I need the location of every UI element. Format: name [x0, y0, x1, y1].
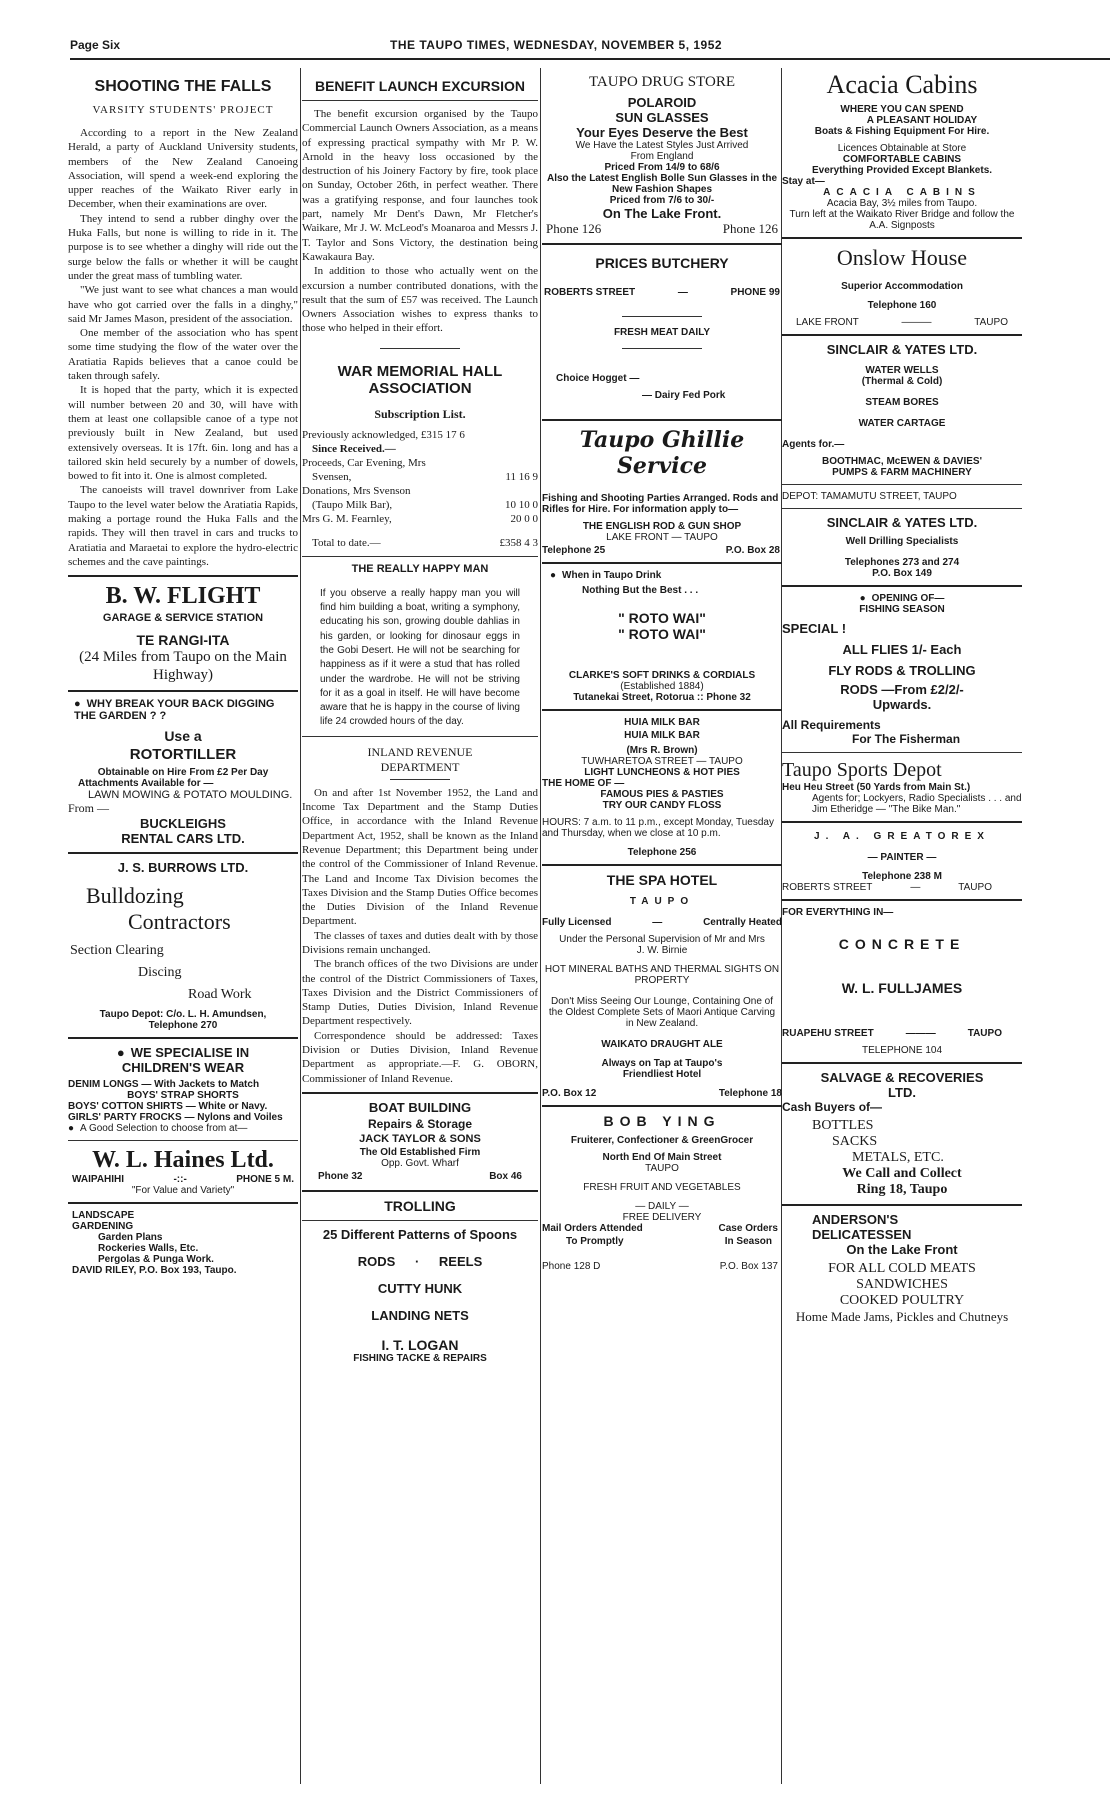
- ad-line: Use a: [164, 728, 202, 745]
- ghillie-service-ad: [542, 427, 782, 556]
- ad-line: — PAINTER —: [867, 852, 937, 863]
- article-title: DEPARTMENT: [380, 759, 460, 774]
- ad-phone: TELEPHONE 104: [861, 1045, 943, 1056]
- ad-line: BOOTHMAC, McEWEN & DAVIES': [822, 456, 982, 467]
- ad-line: In Season: [724, 1236, 772, 1247]
- page-header: [70, 36, 1110, 60]
- ad-line: Attachments Available for —: [78, 778, 214, 790]
- ad-title: J. A. GREATOREX: [814, 831, 990, 842]
- bob-ying-ad: [542, 1113, 782, 1272]
- ad-line: Nothing But the Best . . .: [582, 585, 699, 596]
- happy-man-article: [302, 563, 538, 730]
- ad-line: DAVID RILEY, P.O. Box 193, Taupo.: [72, 1265, 237, 1277]
- ad-line: THE ENGLISH ROD & GUN SHOP: [582, 521, 742, 532]
- ad-line: HOT MINERAL BATHS AND THERMAL SIGHTS ON PROPERTY: [544, 964, 780, 986]
- paragraph: "We just want to see what chances a man would have who got carried over the falls in a dinghy," said Mr James Mason, president of the association.: [68, 284, 298, 325]
- ad-title: SALVAGE & RECOVERIES: [820, 1070, 984, 1085]
- paragraph: If you observe a really happy man you will find him building a boat, writing a symphony, educating his son, growing double dahlias in his garden, or looking for dinosaur eggs in the Gobi Desert. He will not be searching for happiness as if it were a stud that has rolled under the wardrobe. He will not be striving for it as a goal in itself. He will have become aware that he is happy in the course of living life 24 crowded hours of the day.: [320, 587, 520, 728]
- ad-line: Your Eyes Deserve the Best: [576, 125, 748, 140]
- subscription-row: Proceeds, Car Evening, Mrs: [302, 456, 426, 469]
- ad-line: ROBERTS STREET: [782, 882, 873, 893]
- ad-title: J. S. BURROWS LTD.: [117, 860, 249, 876]
- ad-line: FOR EVERYTHING IN—: [782, 907, 894, 918]
- ad-box: P.O. Box 12: [542, 1088, 597, 1099]
- ad-line: Also the Latest English Bolle Sun Glasses in the New Fashion Shapes: [546, 173, 778, 195]
- ad-line: POLAROID: [627, 95, 697, 110]
- ad-line: TAUPO: [629, 896, 695, 907]
- ad-line: LAKE FRONT: [796, 317, 859, 328]
- ad-line: Always on Tap at Taupo's Friendliest Hotel: [601, 1058, 723, 1080]
- ad-line: LIGHT LUNCHEONS & HOT PIES: [584, 767, 740, 778]
- ad-line: SUN GLASSES: [615, 110, 709, 125]
- ad-title: TAUPO DRUG STORE: [588, 74, 736, 90]
- ad-name: I. T. LOGAN: [381, 1336, 459, 1353]
- ad-item: BOYS' STRAP SHORTS: [127, 1090, 239, 1102]
- subscription-row: Since Received.—: [312, 442, 396, 455]
- ad-product: " ROTO WAI": [618, 610, 706, 626]
- subscription-row: Donations, Mrs Svenson: [302, 484, 411, 497]
- ad-title: SINCLAIR & YATES LTD.: [826, 342, 978, 357]
- ad-title: Acacia Cabins: [826, 70, 978, 99]
- ad-phone: Telephone 160: [867, 300, 937, 311]
- ad-title: B. W. FLIGHT: [105, 583, 261, 610]
- ad-title: HUIA MILK BAR: [624, 730, 700, 741]
- paragraph: It is hoped that the party, which it is expected will number between 20 and 30, will have with them at least one collapsible canoe of a type not previously built in New Zealand, but used extensively overseas. It is 17ft. 6in. long and has a tailored skin held securely by a number of dowels, bowed to fit into it. One is almost completed.: [68, 384, 298, 483]
- roto-wai-ad: [542, 570, 782, 703]
- ad-heading: ● WE SPECIALISE IN: [68, 1045, 298, 1060]
- ad-line: THE HOME OF —: [542, 778, 625, 789]
- ad-line: Superior Accommodation: [841, 281, 963, 292]
- ad-title: Taupo Ghillie Service: [579, 427, 745, 479]
- ad-phone: Telephone 256: [627, 847, 697, 858]
- ad-line: FLY RODS & TROLLING: [828, 663, 976, 678]
- ad-line: LANDSCAPE: [72, 1210, 135, 1222]
- ad-line: Don't Miss Seeing Our Lounge, Containing One of the Oldest Complete Sets of Maori Antique Carving in New Zealand.: [548, 996, 776, 1029]
- ad-line: Acacia Bay, 3½ miles from Taupo.: [826, 198, 978, 209]
- ad-item: SACKS: [832, 1134, 878, 1149]
- ad-line: We Have the Latest Styles Just Arrived From England: [575, 140, 749, 162]
- greatorex-ad: [782, 831, 1022, 893]
- ad-item: GIRLS' PARTY FROCKS: [68, 1112, 182, 1124]
- ad-line: Agents for.—: [782, 439, 845, 450]
- ad-phone: Telephones 273 and 274: [844, 557, 960, 568]
- ad-company: BUCKLEIGHS: [140, 816, 226, 832]
- ad-line: Opp. Govt. Wharf: [381, 1157, 459, 1169]
- ad-line: Agents for; Lockyers, Radio Specialists . . . and Jim Etheridge — "The Bike Man.": [812, 793, 1022, 815]
- ad-box: Box 46: [489, 1170, 522, 1182]
- ad-line: ALL FLIES 1/- Each: [842, 642, 962, 657]
- ad-line: FISHING TACKE & REPAIRS: [353, 1352, 487, 1364]
- ad-item: METALS, ETC.: [852, 1150, 944, 1165]
- ad-line: TAUPO: [974, 317, 1008, 328]
- subscription-amount: 20 0 0: [510, 512, 538, 525]
- paragraph: According to a report in the New Zealand Herald, a party of Auckland University students, members of the New Zealand Canoeing Association, will spend a week-end exploring the upper reaches of the Waikato River early in December, when their examinations are over.: [68, 127, 298, 211]
- ad-product: ROTORTILLER: [129, 746, 237, 764]
- ad-line: Licences Obtainable at Store: [837, 143, 967, 154]
- ad-line: Garden Plans: [98, 1232, 163, 1244]
- ad-line: Road Work: [188, 987, 252, 1003]
- ad-phone: Phone 126: [546, 221, 602, 236]
- ad-item: LANDING NETS: [371, 1307, 469, 1323]
- ad-box: P.O. Box 28: [725, 545, 780, 556]
- ad-box: P.O. Box 137: [719, 1261, 778, 1272]
- ad-line: WHERE YOU CAN SPEND: [840, 104, 964, 115]
- ad-line: (Thermal & Cold): [861, 376, 943, 387]
- ad-item: BOYS' COTTON SHIRTS: [68, 1101, 183, 1113]
- ad-distance: (24 Miles from Taupo on the Main Highway): [79, 649, 287, 684]
- ad-title: SINCLAIR & YATES LTD.: [826, 515, 978, 530]
- ad-item: ● A Good Selection to choose from at—: [68, 1123, 298, 1134]
- ad-line: Fishing and Shooting Parties Arranged. Rods and Rifles for Hire. For information apply to—: [542, 493, 779, 515]
- ad-line: TAUPO: [645, 1163, 679, 1174]
- ad-item: REELS: [438, 1253, 483, 1269]
- ad-line: ● When in Taupo Drink: [542, 570, 782, 581]
- ad-line: FAMOUS PIES & PASTIES: [600, 789, 724, 800]
- column-rule: [540, 68, 541, 1784]
- page-number: Page Six: [70, 38, 121, 52]
- sports-depot-ad: [782, 593, 1022, 815]
- ad-line: Turn left at the Waikato River Bridge and follow the A.A. Signposts: [789, 209, 1015, 231]
- ad-line: We Call and Collect: [842, 1166, 962, 1181]
- ad-phone: Telephone 238 M: [862, 871, 942, 882]
- ad-question: ● WHY BREAK YOUR BACK DIGGING THE GARDEN ? ?: [68, 698, 298, 722]
- ad-line: SANDWICHES: [856, 1277, 948, 1292]
- ad-heading: CHILDREN'S WEAR: [121, 1060, 245, 1076]
- ad-line: Priced from 7/6 to 30/-: [609, 195, 715, 206]
- ad-line: FRESH FRUIT AND VEGETABLES: [583, 1182, 741, 1193]
- ad-line: Case Orders: [718, 1223, 778, 1234]
- salvage-ad: [782, 1070, 1022, 1198]
- ad-title: ANDERSON'S: [812, 1212, 899, 1227]
- ad-line: Contractors: [128, 909, 231, 935]
- ad-line: DEPOT: TAMAMUTU STREET, TAUPO: [782, 491, 957, 502]
- ad-line: For The Fisherman: [852, 732, 961, 746]
- ad-title: PRICES BUTCHERY: [595, 255, 729, 271]
- ad-line: FRESH MEAT DAILY: [613, 327, 711, 338]
- ad-line: ACACIA CABINS: [823, 187, 981, 198]
- ad-line: Pergolas & Punga Work.: [98, 1254, 214, 1266]
- ad-line: Home Made Jams, Pickles and Chutneys: [795, 1309, 1009, 1324]
- paragraph: Correspondence should be addressed: Taxes Division or Duties Division, Inland Revenue Department as appropriate.—F. G. OBORN, Commissioner of Inland Revenue.: [302, 1029, 538, 1085]
- paragraph: One member of the association who has spent some time studying the flow of the water over the Aratiatia Rapids believes that a canoe could be taken through safely.: [68, 327, 298, 383]
- column-4: [782, 68, 1022, 1788]
- ad-title: BOAT BUILDING: [368, 1099, 472, 1115]
- ad-line: FREE DELIVERY: [622, 1212, 702, 1223]
- acacia-cabins-ad: [782, 70, 1022, 231]
- paragraph: On and after 1st November 1952, the Land and Income Tax Department and the Stamp Duties Office, in accordance with the Inland Revenue Department Act, 1952, shall be known as the Inland Revenue Department; this Department being under the control of the Commissioner of Inland Revenue. The Land and Income Tax Division becomes the Taxes Division and the Stamp Duties Office becomes the Duties Division of the Inland Revenue Department.: [302, 786, 538, 928]
- ad-item: CUTTY HUNK: [377, 1280, 463, 1296]
- ad-line: FOR ALL COLD MEATS: [828, 1261, 976, 1276]
- inland-revenue-article: [302, 745, 538, 1086]
- column-1: [68, 68, 298, 1788]
- ad-line: Taupo Depot: C/o. L. H. Amundsen,: [99, 1009, 267, 1021]
- ad-line: COMFORTABLE CABINS: [842, 154, 962, 165]
- separator: —: [910, 882, 921, 893]
- haines-ad: [68, 1045, 298, 1196]
- ad-line: Telephone 270: [148, 1020, 218, 1032]
- drug-store-ad: [542, 74, 782, 237]
- ad-line: Obtainable on Hire From £2 Per Day: [97, 767, 269, 779]
- sinclair-yates-ad: [782, 342, 1022, 579]
- ad-company: RENTAL CARS LTD.: [121, 831, 245, 847]
- ad-item: DENIM LONGS: [68, 1079, 139, 1091]
- ad-line: HOURS: 7 a.m. to 11 p.m., except Monday, Tuesday and Thursday, when we close at 10 p.m.: [542, 817, 774, 839]
- ad-title: Onslow House: [836, 245, 968, 270]
- trolling-ad: [302, 1198, 538, 1364]
- paragraph: In addition to those who actually went on the excursion a number contributed donations, with the result that the sum of £57 was received. The Launch Owners Association wishes to express thanks to those who helped in their effort.: [302, 265, 538, 335]
- article-title: BENEFIT LAUNCH EXCURSION: [314, 78, 525, 94]
- ad-line: COOKED POULTRY: [839, 1293, 965, 1308]
- article-subtitle: Subscription List.: [374, 406, 466, 421]
- ad-line: Boats & Fishing Equipment For Hire.: [814, 126, 990, 137]
- ad-phone: Phone 32: [318, 1170, 363, 1182]
- ad-motto: "For Value and Variety": [131, 1185, 235, 1197]
- ad-place: TE RANGI-ITA: [136, 632, 230, 649]
- ad-item: RODS: [357, 1253, 396, 1269]
- article-title: ASSOCIATION: [368, 379, 472, 397]
- ad-title: DELICATESSEN: [812, 1227, 912, 1242]
- separator: —: [652, 917, 663, 928]
- ad-line: All Requirements: [782, 718, 881, 732]
- ad-line: — Dairy Fed Pork: [642, 390, 726, 401]
- ad-line: LAWN MOWING & POTATO MOULDING.: [88, 789, 293, 802]
- anderson-ad: [782, 1212, 1022, 1325]
- ad-line: Repairs & Storage: [367, 1116, 473, 1131]
- article-title: INLAND REVENUE: [367, 744, 473, 759]
- ad-line: STEAM BORES: [865, 397, 939, 408]
- ad-line: TAUPO: [967, 1028, 1002, 1039]
- ad-title: W. L. Haines Ltd.: [92, 1147, 274, 1174]
- ad-line: Under the Personal Supervision of Mr and Mrs J. W. Birnie: [559, 934, 765, 956]
- separator: ———: [901, 317, 932, 328]
- ad-phone: PHONE 99: [730, 287, 780, 298]
- ad-title: HUIA MILK BAR: [624, 717, 700, 728]
- ad-item: — Nylons and Voiles: [184, 1112, 283, 1124]
- ad-line: TAUPO: [958, 882, 992, 893]
- ad-line: RODS —From £2/2/-: [840, 682, 964, 697]
- subscription-row: Mrs G. M. Fearnley,: [302, 512, 392, 525]
- ad-line: 25 Different Patterns of Spoons: [322, 1226, 518, 1242]
- ad-line: GARDENING: [72, 1221, 134, 1233]
- ad-line: Heu Heu Street (50 Yards from Main St.): [782, 782, 971, 793]
- ad-line: ● OPENING OF—: [782, 593, 1022, 604]
- ad-product: CONCRETE: [838, 936, 966, 952]
- ad-title: TROLLING: [384, 1197, 456, 1214]
- fulljames-ad: [782, 907, 1022, 1056]
- ad-line: CLARKE'S SOFT DRINKS & CORDIALS: [568, 670, 756, 681]
- ad-phone: Telephone 18: [718, 1088, 782, 1099]
- paragraph: The classes of taxes and duties dealt with by those Divisions remain unchanged.: [302, 929, 538, 956]
- ad-subtitle: GARAGE & SERVICE STATION: [102, 612, 264, 625]
- ad-item: — With Jackets to Match: [141, 1079, 260, 1091]
- ad-line: Fruiterer, Confectioner & GreenGrocer: [570, 1135, 754, 1146]
- ad-item: WAIPAHIHI: [72, 1174, 125, 1186]
- ad-line: Centrally Heated: [703, 917, 782, 928]
- masthead: THE TAUPO TIMES, WEDNESDAY, NOVEMBER 5, 1952: [390, 38, 723, 52]
- article-subtitle: VARSITY STUDENTS' PROJECT: [92, 104, 274, 116]
- article-title: WAR MEMORIAL HALL: [337, 362, 503, 380]
- ad-line: Mail Orders Attended: [542, 1223, 643, 1234]
- article-title: SHOOTING THE FALLS: [94, 78, 272, 95]
- ad-line: Discing: [138, 965, 182, 981]
- separator: -::-: [173, 1174, 187, 1186]
- ad-line: North End Of Main Street: [602, 1152, 722, 1163]
- ad-line: PUMPS & FARM MACHINERY: [832, 467, 972, 478]
- separator: —: [677, 287, 688, 298]
- prices-butchery-ad: [542, 255, 782, 401]
- subscription-amount: 10 10 0: [505, 498, 538, 511]
- ad-line: Choice Hogget —: [556, 373, 640, 384]
- ad-line: RUAPEHU STREET: [782, 1028, 874, 1039]
- ad-line: ROBERTS STREET: [544, 287, 636, 298]
- ad-line: A PLEASANT HOLIDAY: [866, 115, 978, 126]
- huia-milk-bar-ad: [542, 717, 782, 858]
- paragraph: The benefit excursion organised by the Taupo Commercial Launch Owners Association, as a means of expressing practical sympathy with Mr P. W. Arnold in the heavy loss occasioned by the destruction of his Joinery Factory by fire, took place on Sunday, October 26th, in perfect weather. There was a gratifying response, and four launches took part, namely Mr Dent's Dawn, Mr Fletcher's Waikare, Mr J. W. McLeod's Moanaroa and Messrs J. T. Taylor and Sons Victory, the destination being Kawakaura Bay.: [302, 108, 538, 263]
- paragraph: The canoeists will travel downriver from Lake Taupo to the level water below the Aratiatia Rapids, making a portage round the Huka Falls and the rapids. They will then travel in cars and trucks to Aratiatia and Maraetai to explore the hydro-electric schemes and the cave paintings.: [68, 484, 298, 568]
- column-2: [302, 68, 538, 1788]
- column-rule: [300, 68, 301, 1784]
- ad-line: WATER WELLS: [865, 365, 939, 376]
- subscription-row: Previously acknowledged, £315 17 6: [302, 428, 465, 441]
- ad-item: BOTTLES: [812, 1118, 874, 1133]
- ad-line: Everything Provided Except Blankets.: [811, 165, 993, 176]
- ad-title: LTD.: [888, 1085, 916, 1100]
- article-title: THE REALLY HAPPY MAN: [351, 562, 489, 575]
- ad-line: On the Lake Front: [846, 1242, 958, 1257]
- ad-item: — White or Navy.: [185, 1101, 268, 1113]
- separator: ·: [414, 1253, 420, 1269]
- ad-phone: Phone 126: [722, 221, 778, 236]
- ad-title: THE SPA HOTEL: [606, 872, 718, 888]
- column-3: [542, 68, 782, 1788]
- ad-line: Section Clearing: [70, 943, 164, 959]
- subscription-row: (Taupo Milk Bar),: [312, 498, 393, 511]
- ad-line: Ring 18, Taupo: [856, 1182, 948, 1197]
- ad-line: Priced From 14/9 to 68/6: [604, 162, 720, 173]
- ad-title: Taupo Sports Depot: [782, 759, 942, 781]
- ad-product: " ROTO WAI": [618, 626, 706, 642]
- separator: ———: [905, 1028, 936, 1039]
- ad-line: TRY OUR CANDY FLOSS: [602, 800, 722, 811]
- ad-line: — DAILY —: [635, 1201, 689, 1212]
- ad-line: From —: [68, 801, 110, 816]
- ad-line: Stay at—: [782, 176, 825, 187]
- ad-item: PHONE 5 M.: [236, 1174, 294, 1186]
- ad-phone: Phone 128 D: [542, 1261, 601, 1272]
- spa-hotel-ad: [542, 872, 782, 1099]
- ad-line: JACK TAYLOR & SONS: [359, 1132, 481, 1145]
- war-memorial-article: [302, 363, 538, 550]
- subscription-total: £358 4 3: [499, 536, 538, 549]
- ad-line: WAIKATO DRAUGHT ALE: [601, 1039, 723, 1050]
- paragraph: They intend to send a rubber dinghy over the Huka Falls, but none is willing to ride in it. The purpose is to see whether a dinghy will ride out the surge below the falls or whether it will be caught under the great mass of tumbling water.: [68, 212, 298, 282]
- ad-title: W. L. FULLJAMES: [841, 980, 963, 996]
- rotortiller-ad: [68, 698, 298, 846]
- ad-line: Tutanekai Street, Rotorua :: Phone 32: [573, 692, 751, 703]
- ad-phone: Telephone 25: [542, 545, 606, 556]
- ad-line: To Promptly: [566, 1236, 624, 1247]
- flight-ad: [68, 583, 298, 684]
- ad-line: Cash Buyers of—: [782, 1100, 883, 1114]
- riley-ad: [68, 1210, 298, 1276]
- ad-line: SPECIAL !: [782, 621, 847, 636]
- ad-line: Upwards.: [872, 697, 932, 712]
- shooting-article: [68, 78, 298, 569]
- subscription-row: Svensen,: [312, 470, 352, 483]
- ad-line: The Old Established Firm: [359, 1146, 481, 1158]
- onslow-house-ad: [782, 245, 1022, 328]
- ad-line: On The Lake Front.: [602, 206, 722, 221]
- ad-line: Well Drilling Specialists: [845, 536, 959, 547]
- subscription-total-label: Total to date.—: [312, 536, 381, 549]
- ad-line: TUWHARETOA STREET — TAUPO: [581, 756, 743, 767]
- ad-line: Rockeries Walls, Etc.: [98, 1243, 199, 1255]
- ad-line: Bulldozing: [86, 883, 184, 909]
- ad-line: WATER CARTAGE: [858, 418, 946, 429]
- ad-box: P.O. Box 149: [872, 568, 932, 579]
- ad-line: (Established 1884): [620, 681, 704, 692]
- ad-line: Fully Licensed: [542, 917, 612, 928]
- ad-title: BOB YING: [603, 1113, 721, 1129]
- paragraph: The branch offices of the two Divisions are under the control of the District Commissioners of Taxes, Taxes Division and the District Commissioners of Stamp Duties, Duties Division, Inland Revenue Department respectively.: [302, 958, 538, 1028]
- benefit-article: [302, 78, 538, 336]
- ad-line: LAKE FRONT — TAUPO: [606, 532, 718, 543]
- ad-line: (Mrs R. Brown): [626, 745, 698, 756]
- subscription-amount: 11 16 9: [505, 470, 538, 483]
- boat-building-ad: [302, 1100, 538, 1184]
- burrows-ad: [68, 860, 298, 1031]
- ad-line: FISHING SEASON: [859, 604, 945, 615]
